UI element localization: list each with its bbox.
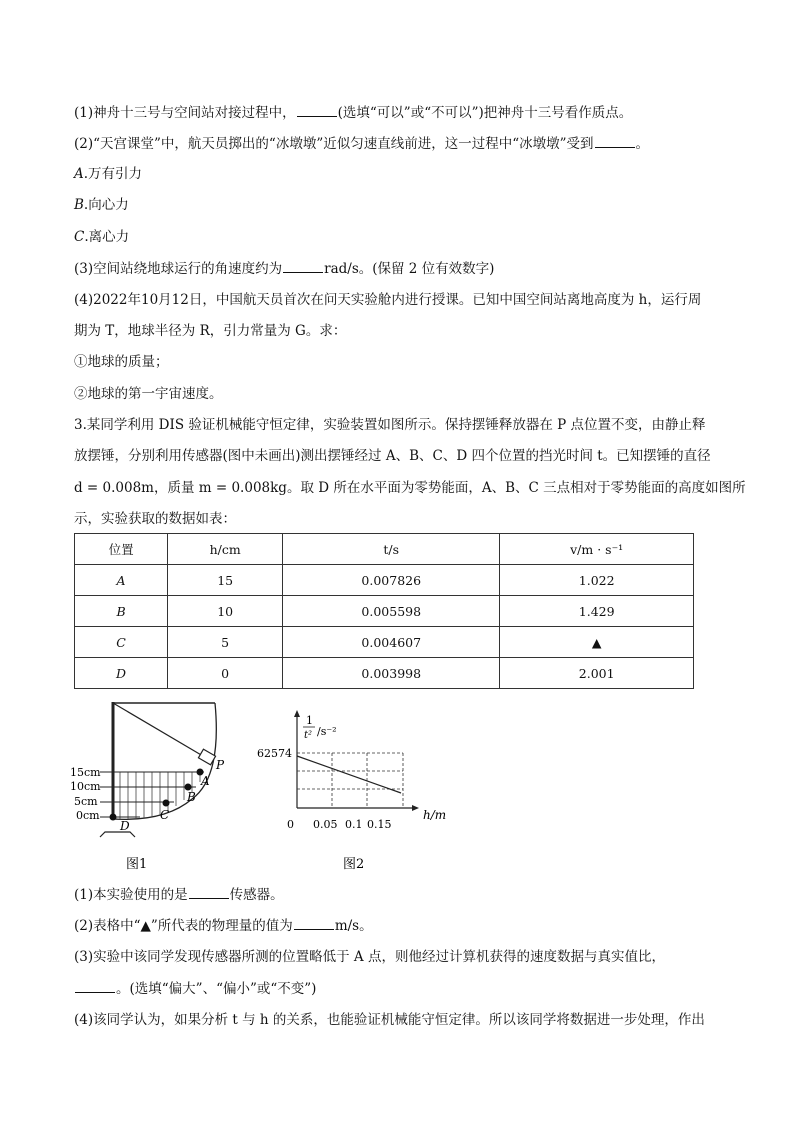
figure-2-caption: 图2 (343, 857, 365, 872)
table-cell: ▲ (500, 627, 694, 658)
point-label-p: P (216, 758, 225, 772)
q1-text: (1)神舟十三号与空间站对接过程中， (74, 105, 296, 121)
y-tick-label: 62574 (257, 747, 292, 760)
q-line-3 (74, 258, 734, 279)
q3-sub-3: (3)实验中该同学发现传感器所测的位置略低于 A 点，则他经过计算机获得的速度数据与真实值比， (74, 949, 665, 965)
table-cell: 2.001 (500, 658, 694, 689)
point-label-d: D (120, 819, 130, 833)
table-cell: 0.004607 (283, 627, 500, 658)
data-table (74, 533, 694, 689)
y-label-denominator: t² (304, 730, 313, 741)
option-text: .万有引力 (83, 166, 143, 182)
table-cell: A (75, 565, 168, 596)
table-row (75, 627, 694, 658)
point-label-a: A (201, 774, 210, 788)
y-label-unit: /s⁻² (317, 725, 337, 738)
answer-blank[interactable] (294, 915, 334, 930)
point-c-dot (163, 800, 170, 807)
q3-sub-1 (74, 884, 734, 905)
q3-sub-3-tail: 。(选填“偏大”、“偏小”或“不变”) (116, 981, 317, 997)
option-c[interactable] (74, 227, 734, 247)
height-label: 15cm (70, 766, 101, 779)
x-tick-label: 0.1 (345, 818, 363, 831)
q4-text: (4)2022年10月12日，中国航天员首次在问天实验舱内进行授课。已知中国空间站离地高度为 h，运行周 (74, 292, 702, 308)
q3-sub-3-cont (74, 978, 734, 999)
table-cell: 15 (168, 565, 283, 596)
q3-sub-1-tail: 传感器。 (229, 887, 284, 903)
height-label: 10cm (70, 780, 101, 793)
option-text: .向心力 (83, 197, 129, 213)
point-d-dot (110, 814, 117, 821)
q2-text: (2)“天宫课堂”中，航天员掷出的“冰墩墩”近似匀速直线前进，这一过程中“冰墩墩”受到 (74, 136, 594, 152)
table-cell: 1.022 (500, 565, 694, 596)
table-row (75, 596, 694, 627)
table-header-row (75, 534, 694, 565)
point-label-c: C (160, 808, 170, 822)
q4-sub-2: ②地球的第一宇宙速度。 (74, 386, 223, 402)
q3-text: (3)空间站绕地球运行的角速度约为 (74, 261, 283, 277)
x-tick-label: 0.05 (313, 818, 338, 831)
y-label-numerator: 1 (306, 714, 313, 727)
x-tick-label: 0.15 (367, 818, 392, 831)
q3-sub-4: (4)该同学认为，如果分析 t 与 h 的关系，也能验证机械能守恒定律。所以该同学将数据进一步处理，作出 (74, 1012, 705, 1028)
option-label: A (74, 166, 84, 182)
q3-sub-2 (74, 915, 734, 936)
q3-sub-1-text: (1)本实验使用的是 (74, 887, 188, 903)
figure-1-caption: 图1 (126, 857, 148, 872)
answer-blank[interactable] (595, 133, 635, 148)
option-text: .离心力 (84, 229, 130, 245)
table-header: h/cm (168, 534, 283, 565)
table-cell: 0 (168, 658, 283, 689)
q4-text-cont: 期为 T，地球半径为 R，引力常量为 G。求： (74, 323, 347, 339)
table-cell: 0.005598 (283, 596, 500, 627)
x-axis-label: h/m (423, 808, 447, 822)
q2-text-tail: 。 (635, 136, 650, 152)
q3-stem-line4: 示，实验获取的数据如表： (74, 511, 236, 527)
q3-sub-2-text: (2)表格中“▲”所代表的物理量的值为 (74, 918, 293, 934)
table-row (75, 565, 694, 596)
y-axis-arrow (294, 710, 300, 717)
q-line-2 (74, 133, 734, 154)
table-header: v/m · s⁻¹ (500, 534, 694, 565)
q3-text-tail: rad/s。(保留 2 位有效数字) (324, 261, 495, 277)
x-tick-label: 0 (287, 818, 294, 831)
point-label-b: B (187, 790, 196, 804)
height-label: 5cm (74, 795, 98, 808)
q3-stem-line2: 放摆锤，分别利用传感器(图中未画出)测出摆锤经过 A、B、C、D 四个位置的挡光时间 t。已知摆锤的直径 (74, 448, 711, 464)
table-cell: 10 (168, 596, 283, 627)
option-label: B (74, 197, 84, 213)
figure-2-graph (255, 708, 455, 874)
option-label: C (74, 229, 85, 245)
stand-base (100, 832, 135, 837)
table-header: 位置 (75, 534, 168, 565)
answer-blank[interactable] (283, 258, 323, 273)
q3-stem-line3: d = 0.008m，质量 m = 0.008kg。取 D 所在水平面为零势能面，A、B、C 三点相对于零势能面的高度如图所 (74, 480, 746, 496)
table-cell: C (75, 627, 168, 658)
data-line (297, 756, 401, 793)
option-a[interactable] (74, 164, 734, 184)
table-header: t/s (283, 534, 500, 565)
q-line-1 (74, 102, 734, 123)
answer-blank[interactable] (75, 978, 115, 993)
q4-sub-1: ①地球的质量； (74, 354, 169, 370)
q3-sub-2-tail: m/s。 (334, 918, 373, 934)
table-row (75, 658, 694, 689)
table-cell: B (75, 596, 168, 627)
q1-text-tail: (选填“可以”或“不可以”)把神舟十三号看作质点。 (337, 105, 633, 121)
pendulum-string (113, 703, 208, 759)
table-cell: 1.429 (500, 596, 694, 627)
option-b[interactable] (74, 195, 734, 215)
table-cell: 0.007826 (283, 565, 500, 596)
q3-stem-line1: 3.某同学利用 DIS 验证机械能守恒定律，实验装置如图所示。保持摆锤释放器在 P 点位置不变，由静止释 (74, 417, 706, 433)
height-label: 0cm (76, 809, 100, 822)
answer-blank[interactable] (297, 102, 337, 117)
x-axis-arrow (412, 805, 419, 811)
answer-blank[interactable] (189, 884, 229, 899)
table-cell: 0.003998 (283, 658, 500, 689)
figure-1-pendulum (70, 697, 260, 875)
table-cell: D (75, 658, 168, 689)
table-cell: 5 (168, 627, 283, 658)
